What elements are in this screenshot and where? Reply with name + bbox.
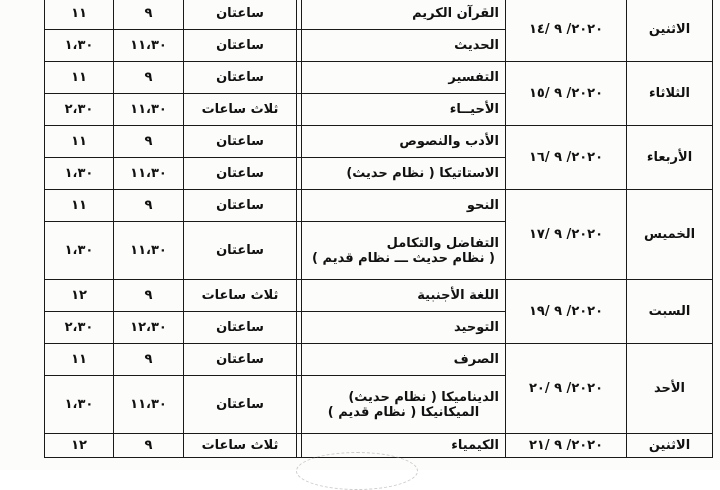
day-cell: الثلاثاء <box>627 62 713 126</box>
subject-name: ( نظام حديث ـــ نظام قديم ) <box>312 250 495 266</box>
start-time-cell: ٩ <box>114 126 184 158</box>
start-time-cell: ٩ <box>114 280 184 312</box>
duration-cell: ساعتان <box>184 126 297 158</box>
day-cell: الأربعاء <box>627 126 713 190</box>
start-time-cell: ٩ <box>114 434 184 458</box>
divider-cell <box>297 94 302 126</box>
duration-cell: ساعتان <box>184 376 297 434</box>
subject-name: القرآن الكريم <box>412 6 499 21</box>
day-cell: الخميس <box>627 190 713 280</box>
start-time-cell: ١١،٣٠ <box>114 30 184 62</box>
subject-name: التفاضل والتكامل <box>386 235 499 251</box>
subject-name: اللغة الأجنبية <box>417 288 499 303</box>
start-time-cell: ٩ <box>114 190 184 222</box>
subject-name: النحو <box>466 198 499 213</box>
duration-cell: ساعتان <box>184 62 297 94</box>
day-cell: الاثنين <box>627 0 713 62</box>
subject-cell <box>302 344 506 376</box>
divider-cell <box>297 126 302 158</box>
schedule-row <box>45 344 713 376</box>
start-time-cell: ١١،٣٠ <box>114 94 184 126</box>
end-time-cell: ٢،٣٠ <box>45 312 114 344</box>
end-time-cell: ١١ <box>45 344 114 376</box>
divider-cell <box>297 312 302 344</box>
start-time-cell: ١١،٣٠ <box>114 376 184 434</box>
subject-name: الأدب والنصوص <box>399 134 499 149</box>
divider-cell <box>297 0 302 30</box>
end-time-cell: ١،٣٠ <box>45 222 114 280</box>
end-time-cell: ١٢ <box>45 280 114 312</box>
end-time-cell: ١١ <box>45 0 114 30</box>
divider-cell <box>297 222 302 280</box>
divider-cell <box>297 280 302 312</box>
date-cell: ٢٠٢٠/ ٩ /١٦ <box>506 126 627 190</box>
subject-name: الاستاتيكا ( نظام حديث) <box>346 166 499 181</box>
duration-cell: ثلاث ساعات <box>184 280 297 312</box>
date-cell: ٢٠٢٠/ ٩ /١٩ <box>506 280 627 344</box>
subject-name: الحديث <box>454 38 499 53</box>
date-cell: ٢٠٢٠/ ٩ /١٤ <box>506 0 627 62</box>
divider-cell <box>297 434 302 458</box>
date-cell: ٢٠٢٠/ ٩ /١٧ <box>506 190 627 280</box>
subject-name: التوحيد <box>454 320 499 335</box>
end-time-cell: ١،٣٠ <box>45 158 114 190</box>
date-cell: ٢٠٢٠/ ٩ /١٥ <box>506 62 627 126</box>
start-time-cell: ١١،٣٠ <box>114 222 184 280</box>
subject-cell <box>302 94 506 126</box>
day-cell: الاثنين <box>627 434 713 458</box>
schedule-row <box>45 126 713 158</box>
divider-cell <box>297 158 302 190</box>
start-time-cell: ١٢،٣٠ <box>114 312 184 344</box>
exam-schedule-table <box>44 0 713 458</box>
divider-cell <box>297 344 302 376</box>
end-time-cell: ١،٣٠ <box>45 376 114 434</box>
start-time-cell: ٩ <box>114 0 184 30</box>
divider-cell <box>297 376 302 434</box>
subject-cell <box>302 30 506 62</box>
subject-name: الديناميكا ( نظام حديث) <box>348 389 499 405</box>
end-time-cell: ٢،٣٠ <box>45 94 114 126</box>
subject-name: الصرف <box>453 352 499 367</box>
end-time-cell: ١١ <box>45 126 114 158</box>
official-stamp <box>296 452 418 490</box>
duration-cell: ثلاث ساعات <box>184 434 297 458</box>
duration-cell: ساعتان <box>184 0 297 30</box>
end-time-cell: ١،٣٠ <box>45 30 114 62</box>
subject-cell <box>302 62 506 94</box>
subject-cell <box>302 0 506 30</box>
start-time-cell: ١١،٣٠ <box>114 158 184 190</box>
duration-cell: ساعتان <box>184 222 297 280</box>
duration-cell: ساعتان <box>184 158 297 190</box>
day-cell: الأحد <box>627 344 713 434</box>
start-time-cell: ٩ <box>114 344 184 376</box>
divider-cell <box>297 190 302 222</box>
subject-cell <box>302 222 506 280</box>
divider-cell <box>297 30 302 62</box>
subject-name: التفسير <box>448 70 499 85</box>
subject-cell <box>302 312 506 344</box>
subject-cell <box>302 158 506 190</box>
subject-cell <box>302 126 506 158</box>
divider-cell <box>297 62 302 94</box>
duration-cell: ساعتان <box>184 30 297 62</box>
day-cell: السبت <box>627 280 713 344</box>
subject-cell <box>302 280 506 312</box>
duration-cell: ثلاث ساعات <box>184 94 297 126</box>
end-time-cell: ١١ <box>45 62 114 94</box>
date-cell: ٢٠٢٠/ ٩ /٢٠ <box>506 344 627 434</box>
subject-cell <box>302 190 506 222</box>
schedule-row <box>45 280 713 312</box>
duration-cell: ساعتان <box>184 190 297 222</box>
schedule-row <box>45 0 713 30</box>
subject-cell <box>302 376 506 434</box>
subject-name: الكيمياء <box>451 438 499 453</box>
end-time-cell: ١٢ <box>45 434 114 458</box>
end-time-cell: ١١ <box>45 190 114 222</box>
duration-cell: ساعتان <box>184 312 297 344</box>
duration-cell: ساعتان <box>184 344 297 376</box>
subject-name: الميكانيكا ( نظام قديم ) <box>327 404 480 420</box>
start-time-cell: ٩ <box>114 62 184 94</box>
date-cell: ٢٠٢٠/ ٩ /٢١ <box>506 434 627 458</box>
schedule-row <box>45 190 713 222</box>
schedule-row <box>45 62 713 94</box>
subject-name: الأحيــاء <box>449 102 499 117</box>
